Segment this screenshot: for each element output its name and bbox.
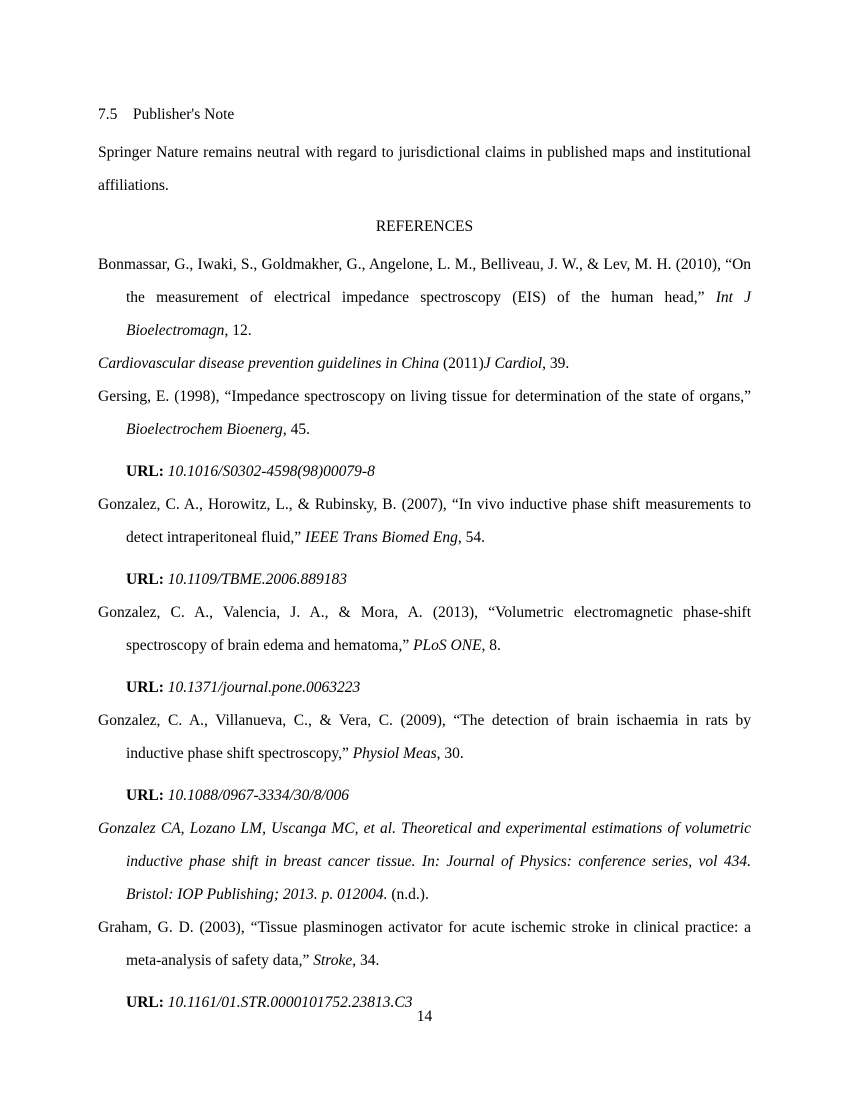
reference-title: “Impedance spectroscopy on living tissue for determination of the state of organs,” [224, 388, 752, 405]
reference-year: (n.d.). [391, 886, 429, 903]
reference-entry [98, 347, 751, 380]
reference-authors: Bonmassar, G., Iwaki, S., Goldmakher, G., Angelone, L. M., Belliveau, J. W., & Lev, M. H. [98, 256, 672, 273]
reference-year: (2011) [442, 355, 484, 372]
publishers-note-paragraph: Springer Nature remains neutral with regard to jurisdictional claims in published maps and institutional affiliations. [98, 144, 751, 194]
reference-text [98, 248, 751, 347]
reference-authors: Cardiovascular disease prevention guidelines in China [98, 355, 440, 372]
reference-journal: Bioelectrochem Bioenerg [126, 421, 283, 438]
reference-text [98, 911, 751, 977]
reference-authors: Gonzalez CA, Lozano LM, Uscanga MC, et al. Theoretical and experimental estimations of volumetric inductive phase shift in breast cancer tissue. In: Journal of Physics: conference series, vol 434. Bristol: IOP Publishing; 2013. p. 012004. [98, 820, 751, 903]
references-heading: REFERENCES [375, 218, 474, 235]
reference-url-line [98, 563, 751, 596]
url-label: URL: [126, 679, 164, 696]
reference-text [98, 488, 751, 554]
reference-journal: Int J Bioelectromagn [126, 289, 752, 339]
url-label: URL: [126, 463, 164, 480]
reference-volume: , 34. [352, 952, 380, 969]
reference-entry [98, 380, 751, 488]
reference-volume: , 45. [282, 421, 310, 438]
url-value[interactable]: 10.1088/0967-3334/30/8/006 [167, 787, 350, 804]
reference-journal: IEEE Trans Biomed Eng [305, 529, 458, 546]
reference-volume: , 54. [457, 529, 485, 546]
reference-title: “Volumetric electromagnetic phase-shift spectroscopy of brain edema and hematoma,” [126, 604, 752, 654]
reference-text [98, 596, 751, 662]
reference-authors: Gonzalez, C. A., Valencia, J. A., & Mora, A. [98, 604, 423, 621]
reference-volume: , 12. [224, 322, 252, 339]
reference-year: (1998), [174, 388, 220, 405]
reference-title: “On the measurement of electrical impedance spectroscopy (EIS) of the human head,” [126, 256, 752, 306]
reference-entry [98, 812, 751, 911]
reference-text [98, 347, 751, 380]
reference-journal: Physiol Meas [352, 745, 437, 762]
references-list [98, 248, 751, 1019]
reference-journal: Stroke [313, 952, 353, 969]
url-value[interactable]: 10.1109/TBME.2006.889183 [167, 571, 348, 588]
url-label: URL: [126, 571, 164, 588]
reference-title: “The detection of brain ischaemia in rats by inductive phase shift spectroscopy,” [126, 712, 752, 762]
reference-year: (2003), [199, 919, 245, 936]
reference-title: “In vivo inductive phase shift measurements to detect intraperitoneal fluid,” [126, 496, 752, 546]
reference-journal: J Cardiol [483, 355, 543, 372]
reference-authors: Gonzalez, C. A., Villanueva, C., & Vera, C. [98, 712, 393, 729]
document-page [98, 0, 751, 1100]
url-label: URL: [126, 994, 164, 1011]
page-number: 14 [416, 1008, 433, 1025]
reference-entry [98, 704, 751, 812]
reference-text [98, 812, 751, 911]
url-value[interactable]: 10.1161/01.STR.0000101752.23813.C3 [167, 994, 413, 1011]
reference-authors: Gersing, E. [98, 388, 170, 405]
reference-authors: Graham, G. D. [98, 919, 194, 936]
reference-text [98, 704, 751, 770]
reference-url-line [98, 671, 751, 704]
reference-year: (2007), [401, 496, 447, 513]
section-heading: 7.5 Publisher's Note [98, 106, 235, 123]
reference-url-line [98, 779, 751, 812]
reference-url-line [98, 455, 751, 488]
reference-entry [98, 911, 751, 1019]
reference-year: (2013), [432, 604, 479, 621]
reference-year: (2010), [675, 256, 721, 273]
reference-volume: , 30. [436, 745, 464, 762]
reference-year: (2009), [400, 712, 446, 729]
url-value[interactable]: 10.1016/S0302-4598(98)00079-8 [167, 463, 375, 480]
reference-volume: , 39. [542, 355, 570, 372]
reference-journal: PLoS ONE [413, 637, 482, 654]
url-value[interactable]: 10.1371/journal.pone.0063223 [167, 679, 361, 696]
reference-volume: , 8. [481, 637, 501, 654]
reference-title: “Tissue plasminogen activator for acute ischemic stroke in clinical practice: a meta-analysis of safety data,” [126, 919, 752, 969]
url-label: URL: [126, 787, 164, 804]
reference-authors: Gonzalez, C. A., Horowitz, L., & Rubinsky, B. [98, 496, 397, 513]
reference-text [98, 380, 751, 446]
reference-entry [98, 248, 751, 347]
reference-entry [98, 488, 751, 596]
reference-entry [98, 596, 751, 704]
